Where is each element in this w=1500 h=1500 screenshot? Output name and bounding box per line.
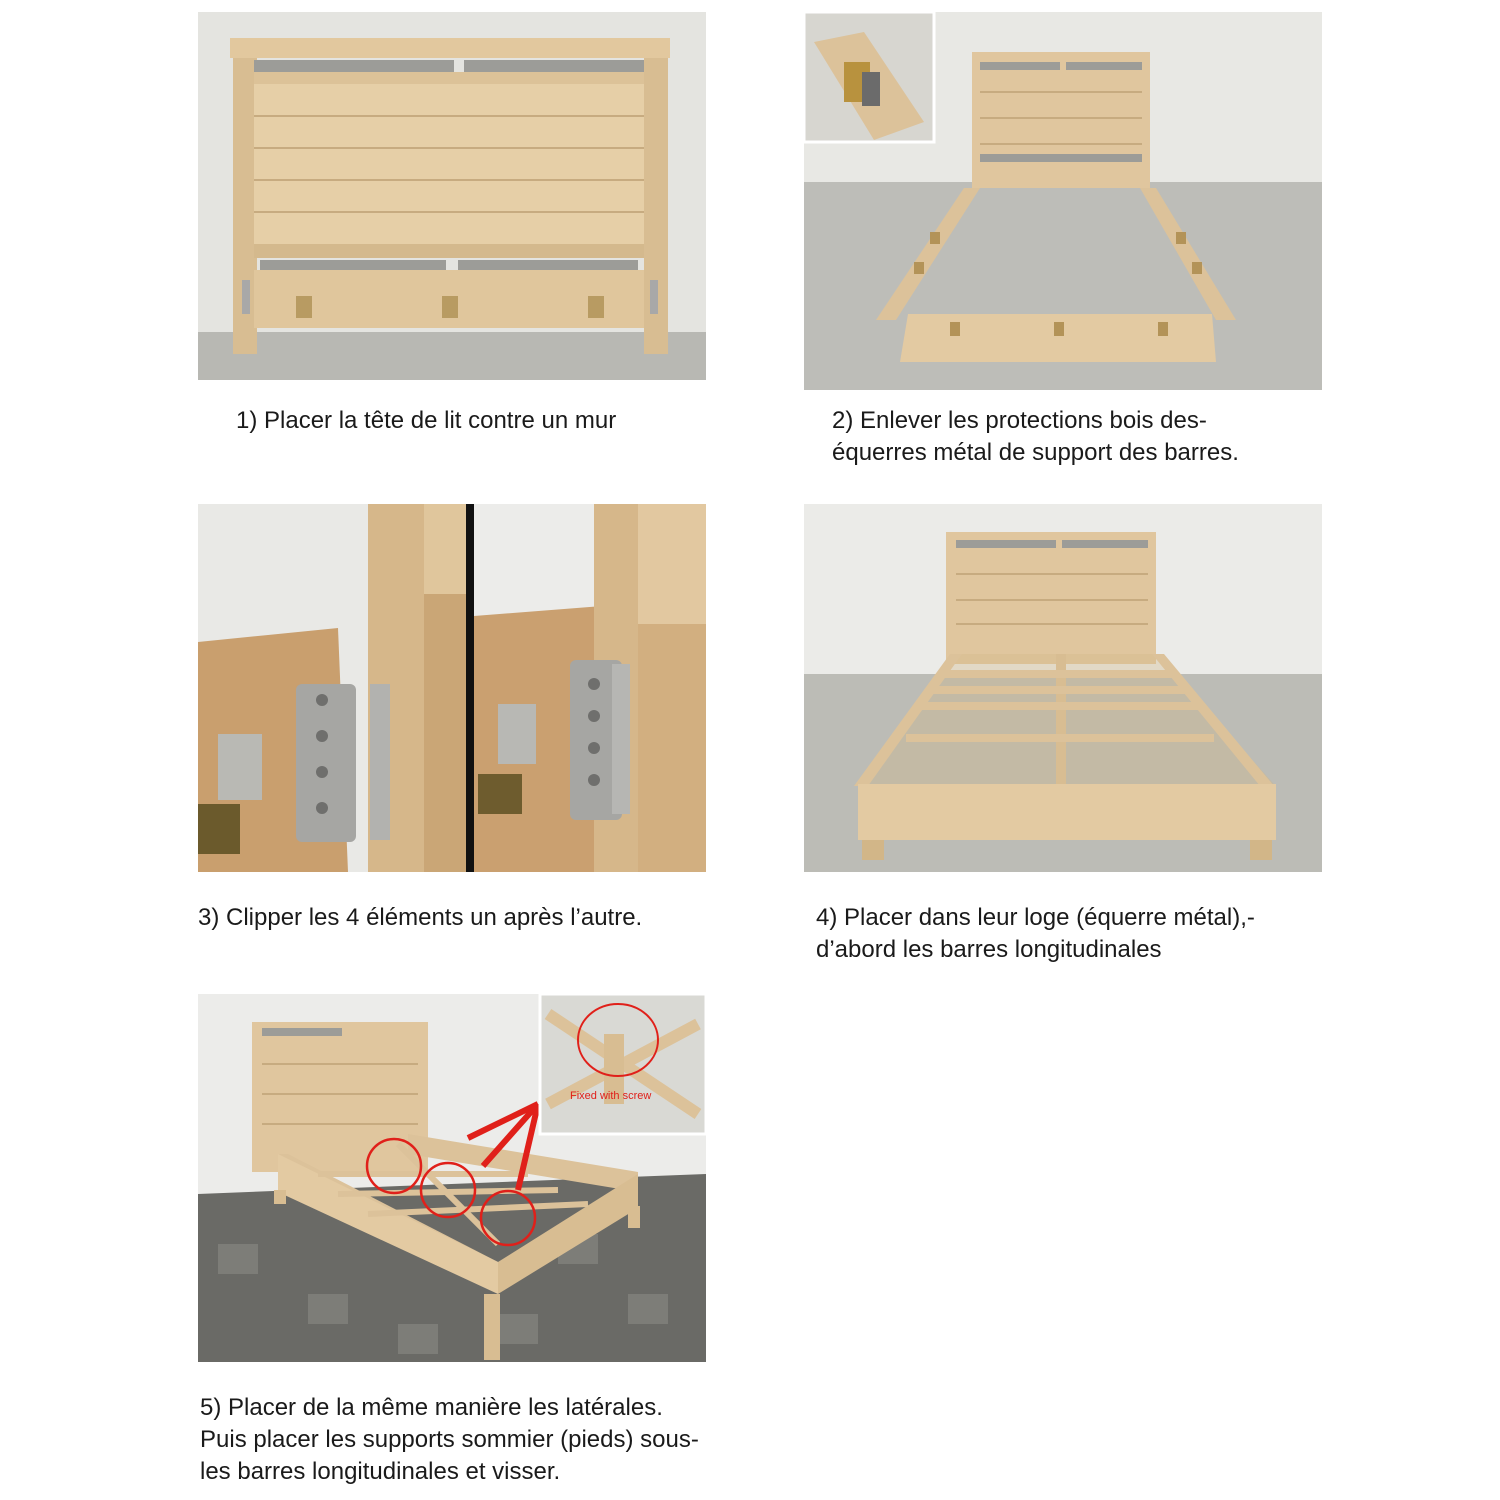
step-2-caption-line: équerres métal de support des barres. — [832, 439, 1239, 466]
step-3-photo — [198, 504, 706, 872]
step-2-caption — [832, 405, 1239, 469]
step-2-caption-line: 2) Enlever les protections bois des- — [832, 407, 1207, 434]
step-5-caption — [200, 1392, 699, 1488]
step-5-caption-line: 5) Placer de la même manière les latérales. — [200, 1394, 663, 1421]
step-2-photo — [804, 12, 1322, 390]
step-5-photo — [198, 994, 706, 1362]
step-5-caption-line: Puis placer les supports sommier (pieds) sous- — [200, 1426, 699, 1453]
step-3-caption — [198, 902, 642, 934]
step-4-caption-line: 4) Placer dans leur loge (équerre métal),- — [816, 904, 1255, 931]
step-1-caption — [236, 405, 616, 437]
step-4-photo — [804, 504, 1322, 872]
step-4-caption-line: d’abord les barres longitudinales — [816, 936, 1162, 963]
step-5-caption-line: les barres longitudinales et visser. — [200, 1458, 561, 1485]
step-1-caption-line: 1) Placer la tête de lit contre un mur — [236, 407, 617, 434]
step-3-caption-line: 3) Clipper les 4 éléments un après l’autre. — [198, 904, 643, 931]
step-5-inset-label: Fixed with screw — [570, 1090, 652, 1102]
step-4-caption — [816, 902, 1255, 966]
step-1-photo — [198, 12, 706, 380]
